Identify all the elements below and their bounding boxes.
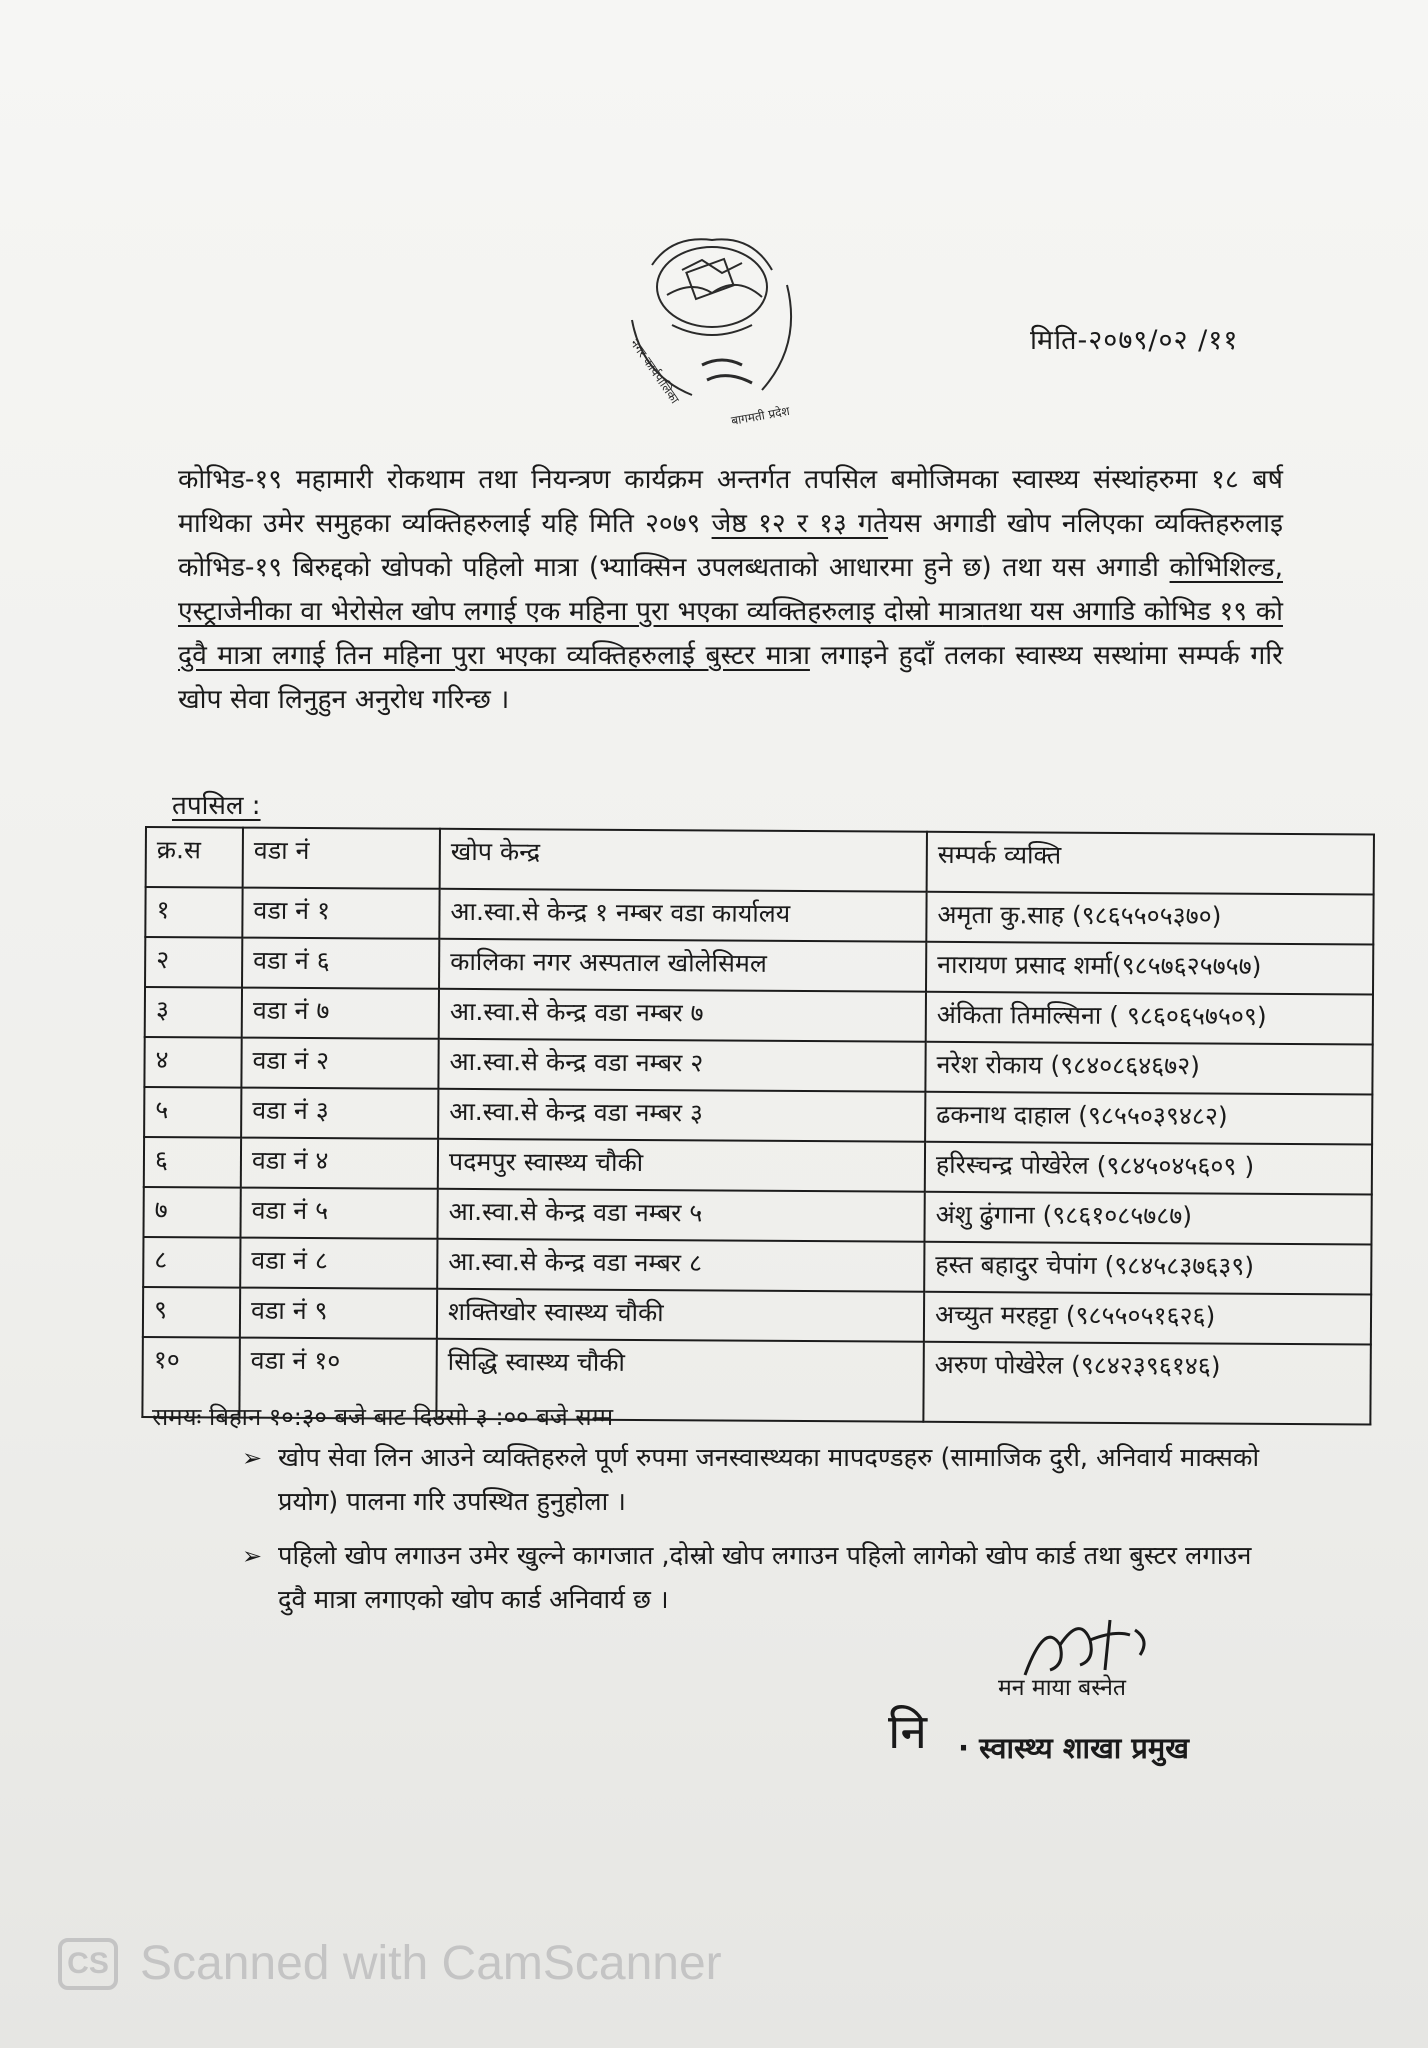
cell-centre: आ.स्वा.से केन्द्र वडा नम्बर २ <box>438 1039 925 1092</box>
cell-centre: आ.स्वा.से केन्द्र वडा नम्बर ५ <box>437 1189 924 1242</box>
cell-contact: अरुण पोखेरेल (९८४२३९६१४६) <box>923 1342 1370 1425</box>
table-row <box>144 1137 1372 1195</box>
cell-serial: ४ <box>144 1037 241 1088</box>
cell-ward: वडा नं ९ <box>240 1288 437 1339</box>
cell-serial: २ <box>145 937 242 988</box>
cell-centre: आ.स्वा.से केन्द्र वडा नम्बर ७ <box>439 989 926 1042</box>
cell-contact: अंकिता तिमल्सिना ( ९८६०६५७५०९) <box>926 992 1373 1045</box>
list-item <box>242 1534 1278 1622</box>
cell-centre: पदमपुर स्वास्थ्य चौकी <box>438 1139 925 1192</box>
instruction-text: पहिलो खोप लगाउन उमेर खुल्ने कागजात ,दोस्रो खोप लगाउन पहिलो लागेको खोप कार्ड तथा बुस्टर लगाउन दुवै मात्रा लगाएको खोप कार्ड अनिवार्य छ । <box>278 1541 1252 1615</box>
cell-ward: वडा नं ३ <box>241 1088 438 1139</box>
para-second-dose-underlined: कोभिशिल्ड, एस्ट्राजेनीका वा भेरोसेल खोप लगाई एक महिना पुरा भएका व्यक्तिहरुलाइ दोस्रो मात्रा <box>178 552 1283 627</box>
cell-serial: ७ <box>143 1187 240 1238</box>
cell-centre: आ.स्वा.से केन्द्र वडा नम्बर ८ <box>437 1239 924 1292</box>
para-text-3: यस अगाडी खोप नलिएका व्यक्तिहरुलाइ कोभिड-१९ बिरुद्दको खोपको पहिलो मात्रा (भ्याक्सिन उपलब्धताको आधारमा हुने छ) तथा यस अगाडी <box>178 508 1283 583</box>
cell-serial: १० <box>142 1337 239 1418</box>
cell-centre: शक्तिखोर स्वास्थ्य चौकी <box>437 1289 924 1342</box>
cell-ward: वडा नं ५ <box>240 1188 437 1239</box>
cell-contact: हरिस्चन्द्र पोखेरेल (९८४५०४५६०९ ) <box>925 1142 1372 1195</box>
cell-ward: वडा नं २ <box>241 1038 438 1089</box>
camscanner-watermark <box>58 1936 722 1991</box>
table-row <box>143 1187 1371 1245</box>
instructions-list <box>242 1436 1278 1632</box>
table-row <box>145 937 1373 995</box>
cell-ward: वडा नं ७ <box>242 988 439 1039</box>
signature-prefix-text: नि <box>888 1704 928 1760</box>
signatory-name: मन माया बस्नेत <box>998 1675 1126 1701</box>
cell-contact: नरेश रोकाय (९८४०८६४६७२) <box>925 1042 1372 1095</box>
para-dates-underlined: जेष्ठ १२ र १३ गते <box>711 508 889 539</box>
para-booster-underlined: तथा यस अगाडि कोभिड १९ को दुवै मात्रा लगाई तिन महिना पुरा भएका व्यक्तिहरुलाई बुस्टर मात्रा <box>178 596 1283 671</box>
cell-ward: वडा नं ६ <box>242 938 439 989</box>
para-text-6: लगाइने हुदाँ तलका स्वास्थ्य सस्थांमा सम्पर्क गरि खोप सेवा लिनुहुन अनुरोध गरिन्छ । <box>178 640 1283 715</box>
cell-contact: ढकनाथ दाहाल (९८५५०३९४८२) <box>925 1092 1372 1145</box>
cell-ward: वडा नं १ <box>242 888 439 939</box>
cell-centre: कालिका नगर अस्पताल खोलेसिमल <box>439 939 926 992</box>
municipality-seal <box>612 225 832 435</box>
instruction-text: खोप सेवा लिन आउने व्यक्तिहरुले पूर्ण रुपमा जनस्वास्थ्यका मापदण्डहरु (सामाजिक दुरी, अनिवार्य माक्सको प्रयोग) पालना गरि उपस्थित हुनुहोला । <box>278 1443 1260 1517</box>
arrow-bullet-icon: ➢ <box>242 1542 263 1570</box>
table-row <box>145 987 1373 1045</box>
cell-contact: हस्त बहादुर चेपांग (९८४५८३७६३९) <box>924 1242 1371 1295</box>
camscanner-logo-icon: CS <box>58 1938 118 1990</box>
header-centre: खोप केन्द्र <box>440 829 927 892</box>
table-row <box>145 887 1373 945</box>
cell-contact: अंशु ढुंगाना (९८६१०८५७८७) <box>924 1192 1371 1245</box>
table-row <box>144 1037 1372 1095</box>
cell-contact: अमृता कु.साह (९८६५५०५३७०) <box>926 892 1373 945</box>
table-row <box>143 1237 1371 1295</box>
cell-ward: वडा नं ४ <box>241 1138 438 1189</box>
header-serial: क्र.स <box>146 827 243 888</box>
cell-ward: वडा नं ८ <box>240 1238 437 1289</box>
table-row <box>144 1087 1372 1145</box>
arrow-bullet-icon: ➢ <box>242 1444 263 1472</box>
cell-serial: ३ <box>145 987 242 1038</box>
cell-serial: ६ <box>144 1137 241 1188</box>
seal-text-bottom: बागमती प्रदेश <box>730 403 791 428</box>
service-time: समयः बिहान १०:३० बजे बाट दिउसो ३ :०० बजे सम्म <box>152 1403 614 1431</box>
cell-serial: ९ <box>143 1287 240 1338</box>
table-row <box>143 1287 1371 1345</box>
vaccination-centre-table <box>142 826 1375 1396</box>
table-body <box>142 887 1373 1424</box>
cell-ward: वडा नं १० <box>239 1338 436 1419</box>
para-text-1: कोभिड-१९ महामारी रोकथाम तथा नियन्त्रण कार्यक्रम अन्तर्गत तपसिल बमोजिमका स्वास्थ्य संस्थांहरुमा १८ बर्ष माथिका उमेर समुहका व्यक्तिहरुलाई यहि मिति २०७९ <box>178 464 1283 539</box>
cell-serial: १ <box>145 887 242 938</box>
notice-paragraph <box>178 458 1283 722</box>
cell-serial: ५ <box>144 1087 241 1138</box>
letter-date: मिति-२०७९/०२ /११ <box>1030 325 1239 356</box>
cell-centre: आ.स्वा.से केन्द्र १ नम्बर वडा कार्यालय <box>439 889 926 942</box>
header-contact: सम्पर्क व्यक्ति <box>927 832 1374 895</box>
tapasil-heading: तपसिल : <box>172 791 261 821</box>
list-item <box>242 1436 1278 1524</box>
table-header-row <box>146 827 1374 895</box>
signatory-title: · स्वास्थ्य शाखा प्रमुख <box>958 1731 1189 1765</box>
cell-centre: सिद्धि स्वास्थ्य चौकी <box>436 1339 923 1422</box>
cell-serial: ८ <box>143 1237 240 1288</box>
cell-contact: अच्युत मरहट्टा (९८५५०५१६२६) <box>924 1292 1371 1345</box>
signature-prefix <box>888 1700 958 1760</box>
header-ward: वडा नं <box>243 828 440 889</box>
watermark-text: Scanned with CamScanner <box>140 1937 722 1990</box>
cell-contact: नारायण प्रसाद शर्मा(९८५७६२५७५७) <box>926 942 1373 995</box>
cell-centre: आ.स्वा.से केन्द्र वडा नम्बर ३ <box>438 1089 925 1142</box>
seal-text-top: नगर कार्यपालिका <box>627 336 682 407</box>
